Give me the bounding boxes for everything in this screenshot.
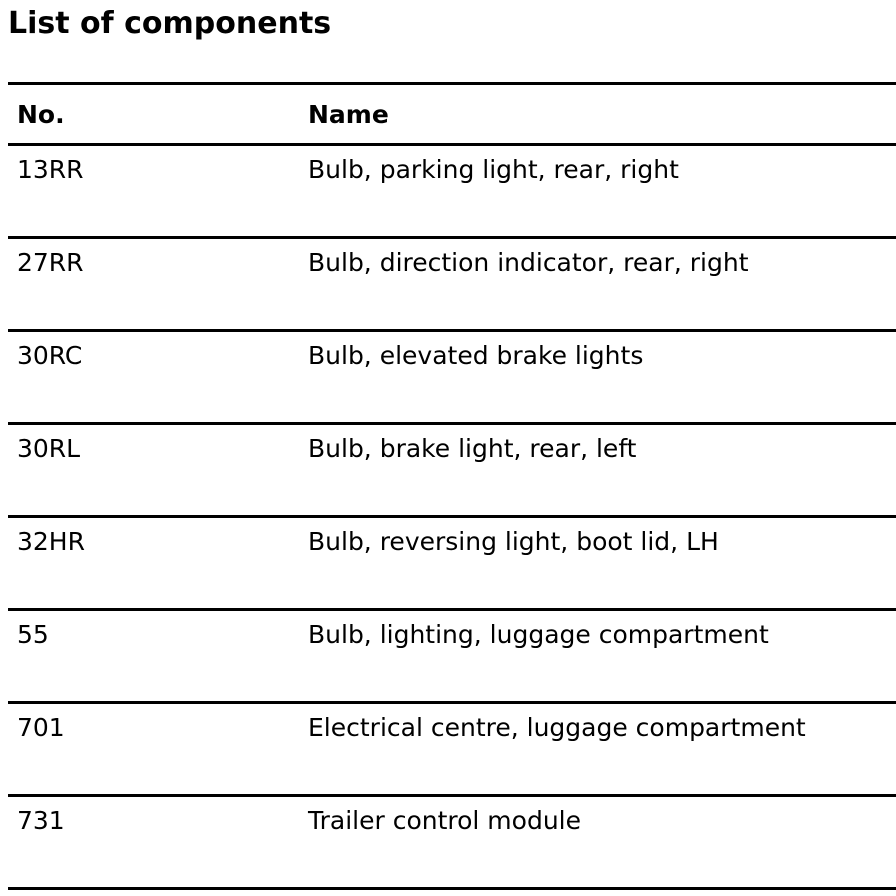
component-number: 32HR — [17, 527, 85, 556]
table-row — [8, 239, 896, 329]
component-name: Bulb, brake light, rear, left — [308, 434, 637, 463]
column-header-no: No. — [17, 99, 65, 129]
page-title: List of components — [8, 6, 332, 41]
component-name: Bulb, reversing light, boot lid, LH — [308, 527, 719, 556]
table-row — [8, 425, 896, 515]
component-name: Bulb, lighting, luggage compartment — [308, 620, 769, 649]
component-name: Bulb, parking light, rear, right — [308, 155, 679, 184]
component-number: 30RL — [17, 434, 81, 463]
table-row — [8, 797, 896, 887]
table-row — [8, 146, 896, 236]
table-row — [8, 332, 896, 422]
component-name: Bulb, elevated brake lights — [308, 341, 644, 370]
component-number: 30RC — [17, 341, 83, 370]
component-name: Electrical centre, luggage compartment — [308, 713, 806, 742]
column-header-name: Name — [308, 99, 389, 129]
component-name: Trailer control module — [308, 806, 581, 835]
component-name: Bulb, direction indicator, rear, right — [308, 248, 749, 277]
table-row — [8, 518, 896, 608]
table-bottom-rule — [8, 887, 896, 890]
components-table — [8, 82, 896, 890]
component-number: 701 — [17, 713, 65, 742]
table-header-row — [8, 85, 896, 143]
table-row — [8, 704, 896, 794]
component-number: 55 — [17, 620, 49, 649]
component-number: 13RR — [17, 155, 84, 184]
table-row — [8, 611, 896, 701]
component-number: 27RR — [17, 248, 84, 277]
component-number: 731 — [17, 806, 65, 835]
